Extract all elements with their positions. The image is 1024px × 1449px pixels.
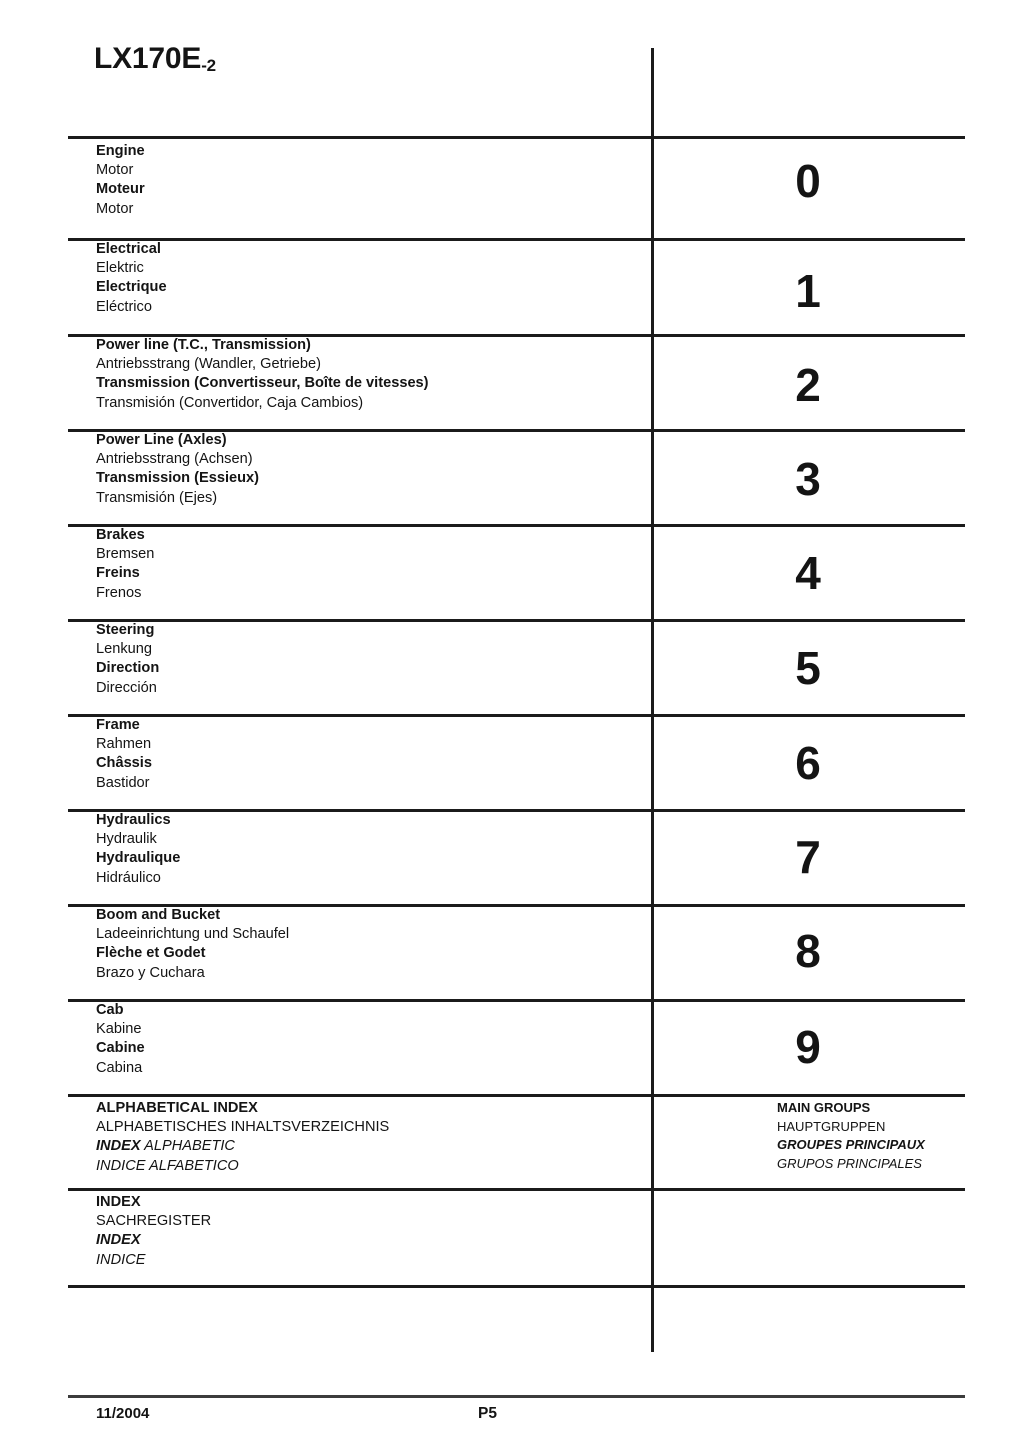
group-label-de: Motor bbox=[96, 162, 134, 179]
index-label-en: ALPHABETICAL INDEX bbox=[96, 1100, 258, 1116]
index-label-en: INDEX bbox=[96, 1194, 141, 1210]
group-label-fr: Cabine bbox=[96, 1040, 145, 1057]
group-number: 6 bbox=[795, 737, 821, 789]
group-label-de: Antriebsstrang (Achsen) bbox=[96, 451, 253, 468]
main-groups-en: MAIN GROUPS bbox=[777, 1100, 871, 1115]
group-label-en: Electrical bbox=[96, 241, 161, 257]
group-label-fr: Hydraulique bbox=[96, 850, 181, 867]
page-title bbox=[94, 44, 216, 74]
row-rule bbox=[68, 1094, 965, 1097]
group-label-fr: Transmission (Essieux) bbox=[96, 470, 260, 487]
group-labels bbox=[96, 431, 656, 508]
table-row-alphabetical-index bbox=[68, 1099, 965, 1188]
main-groups-de: HAUPTGRUPPEN bbox=[777, 1118, 886, 1134]
group-label-es: Transmisión (Ejes) bbox=[96, 489, 218, 506]
group-label-es: Transmisión (Convertidor, Caja Cambios) bbox=[96, 394, 364, 411]
group-label-es: Hidráulico bbox=[96, 869, 161, 886]
index-label-es: INDICE ALFABETICO bbox=[96, 1157, 239, 1174]
group-label-fr: Transmission (Convertisseur, Boîte de vitesses) bbox=[96, 375, 429, 392]
group-labels bbox=[96, 811, 656, 888]
group-label-es: Frenos bbox=[96, 584, 142, 601]
group-label-en: Cab bbox=[96, 1002, 124, 1018]
group-label-es: Dirección bbox=[96, 679, 157, 696]
group-labels bbox=[96, 526, 656, 603]
group-label-fr: Moteur bbox=[96, 181, 145, 198]
group-label-es: Motor bbox=[96, 200, 134, 217]
group-label-fr: Direction bbox=[96, 660, 160, 677]
group-label-de: Elektric bbox=[96, 260, 144, 277]
index-label-fr-bold: INDEX bbox=[96, 1232, 141, 1249]
group-label-es: Cabina bbox=[96, 1059, 143, 1076]
group-label-de: Kabine bbox=[96, 1021, 142, 1038]
page-title-model: LX170E bbox=[94, 42, 202, 75]
row-rule bbox=[68, 1285, 965, 1288]
group-label-en: Hydraulics bbox=[96, 812, 171, 828]
group-label-en: Boom and Bucket bbox=[96, 907, 221, 923]
footer-page-number: P5 bbox=[478, 1405, 497, 1422]
index-label-fr bbox=[96, 1137, 656, 1156]
main-groups-fr: GROUPES PRINCIPAUX bbox=[777, 1137, 925, 1153]
group-number: 0 bbox=[795, 155, 821, 207]
group-number: 2 bbox=[795, 359, 821, 411]
index-label-fr-bold: INDEX bbox=[96, 1138, 141, 1155]
group-label-en: Power line (T.C., Transmission) bbox=[96, 337, 311, 353]
group-labels bbox=[96, 336, 656, 413]
group-label-es: Brazo y Cuchara bbox=[96, 964, 205, 981]
group-label-en: Engine bbox=[96, 143, 145, 159]
footer-date: 11/2004 bbox=[96, 1405, 150, 1422]
index-label-fr bbox=[96, 1231, 656, 1250]
group-label-de: Ladeeinrichtung und Schaufel bbox=[96, 926, 290, 943]
group-number: 7 bbox=[795, 831, 821, 883]
group-number: 3 bbox=[795, 453, 821, 505]
index-label-fr-rest: ALPHABETIC bbox=[140, 1138, 235, 1155]
index-labels bbox=[96, 1193, 656, 1270]
group-label-en: Steering bbox=[96, 622, 155, 638]
group-label-de: Bremsen bbox=[96, 546, 155, 563]
index-label-es: INDICE bbox=[96, 1251, 146, 1268]
group-label-de: Rahmen bbox=[96, 736, 152, 753]
group-labels bbox=[96, 716, 656, 793]
group-number: 9 bbox=[795, 1021, 821, 1073]
group-labels bbox=[96, 621, 656, 698]
index-label-de: ALPHABETISCHES INHALTSVERZEICHNIS bbox=[96, 1119, 390, 1136]
group-label-en: Brakes bbox=[96, 527, 145, 543]
group-labels bbox=[96, 1001, 656, 1078]
group-label-en: Power Line (Axles) bbox=[96, 432, 227, 448]
main-groups-es: GRUPOS PRINCIPALES bbox=[777, 1155, 922, 1171]
table-row-index bbox=[68, 1193, 965, 1283]
main-groups-legend bbox=[777, 1099, 1024, 1173]
group-label-de: Antriebsstrang (Wandler, Getriebe) bbox=[96, 356, 321, 373]
group-label-fr: Flèche et Godet bbox=[96, 945, 206, 962]
page-title-suffix: -2 bbox=[201, 56, 216, 75]
group-number: 4 bbox=[795, 547, 821, 599]
group-labels bbox=[96, 906, 656, 983]
footer-rule bbox=[68, 1395, 965, 1398]
index-label-de: SACHREGISTER bbox=[96, 1213, 212, 1230]
group-label-en: Frame bbox=[96, 717, 140, 733]
group-number: 5 bbox=[795, 642, 821, 694]
group-label-fr: Electrique bbox=[96, 279, 167, 296]
header-rule bbox=[68, 136, 965, 139]
group-label-de: Lenkung bbox=[96, 641, 152, 658]
index-labels bbox=[96, 1099, 656, 1176]
group-label-es: Bastidor bbox=[96, 774, 150, 791]
row-rule bbox=[68, 1188, 965, 1191]
group-label-fr: Châssis bbox=[96, 755, 152, 772]
group-labels bbox=[96, 240, 656, 317]
group-label-de: Hydraulik bbox=[96, 831, 157, 848]
group-number: 8 bbox=[795, 925, 821, 977]
group-label-fr: Freins bbox=[96, 565, 140, 582]
group-label-es: Eléctrico bbox=[96, 298, 152, 315]
group-labels bbox=[96, 142, 656, 219]
group-number: 1 bbox=[795, 265, 821, 317]
